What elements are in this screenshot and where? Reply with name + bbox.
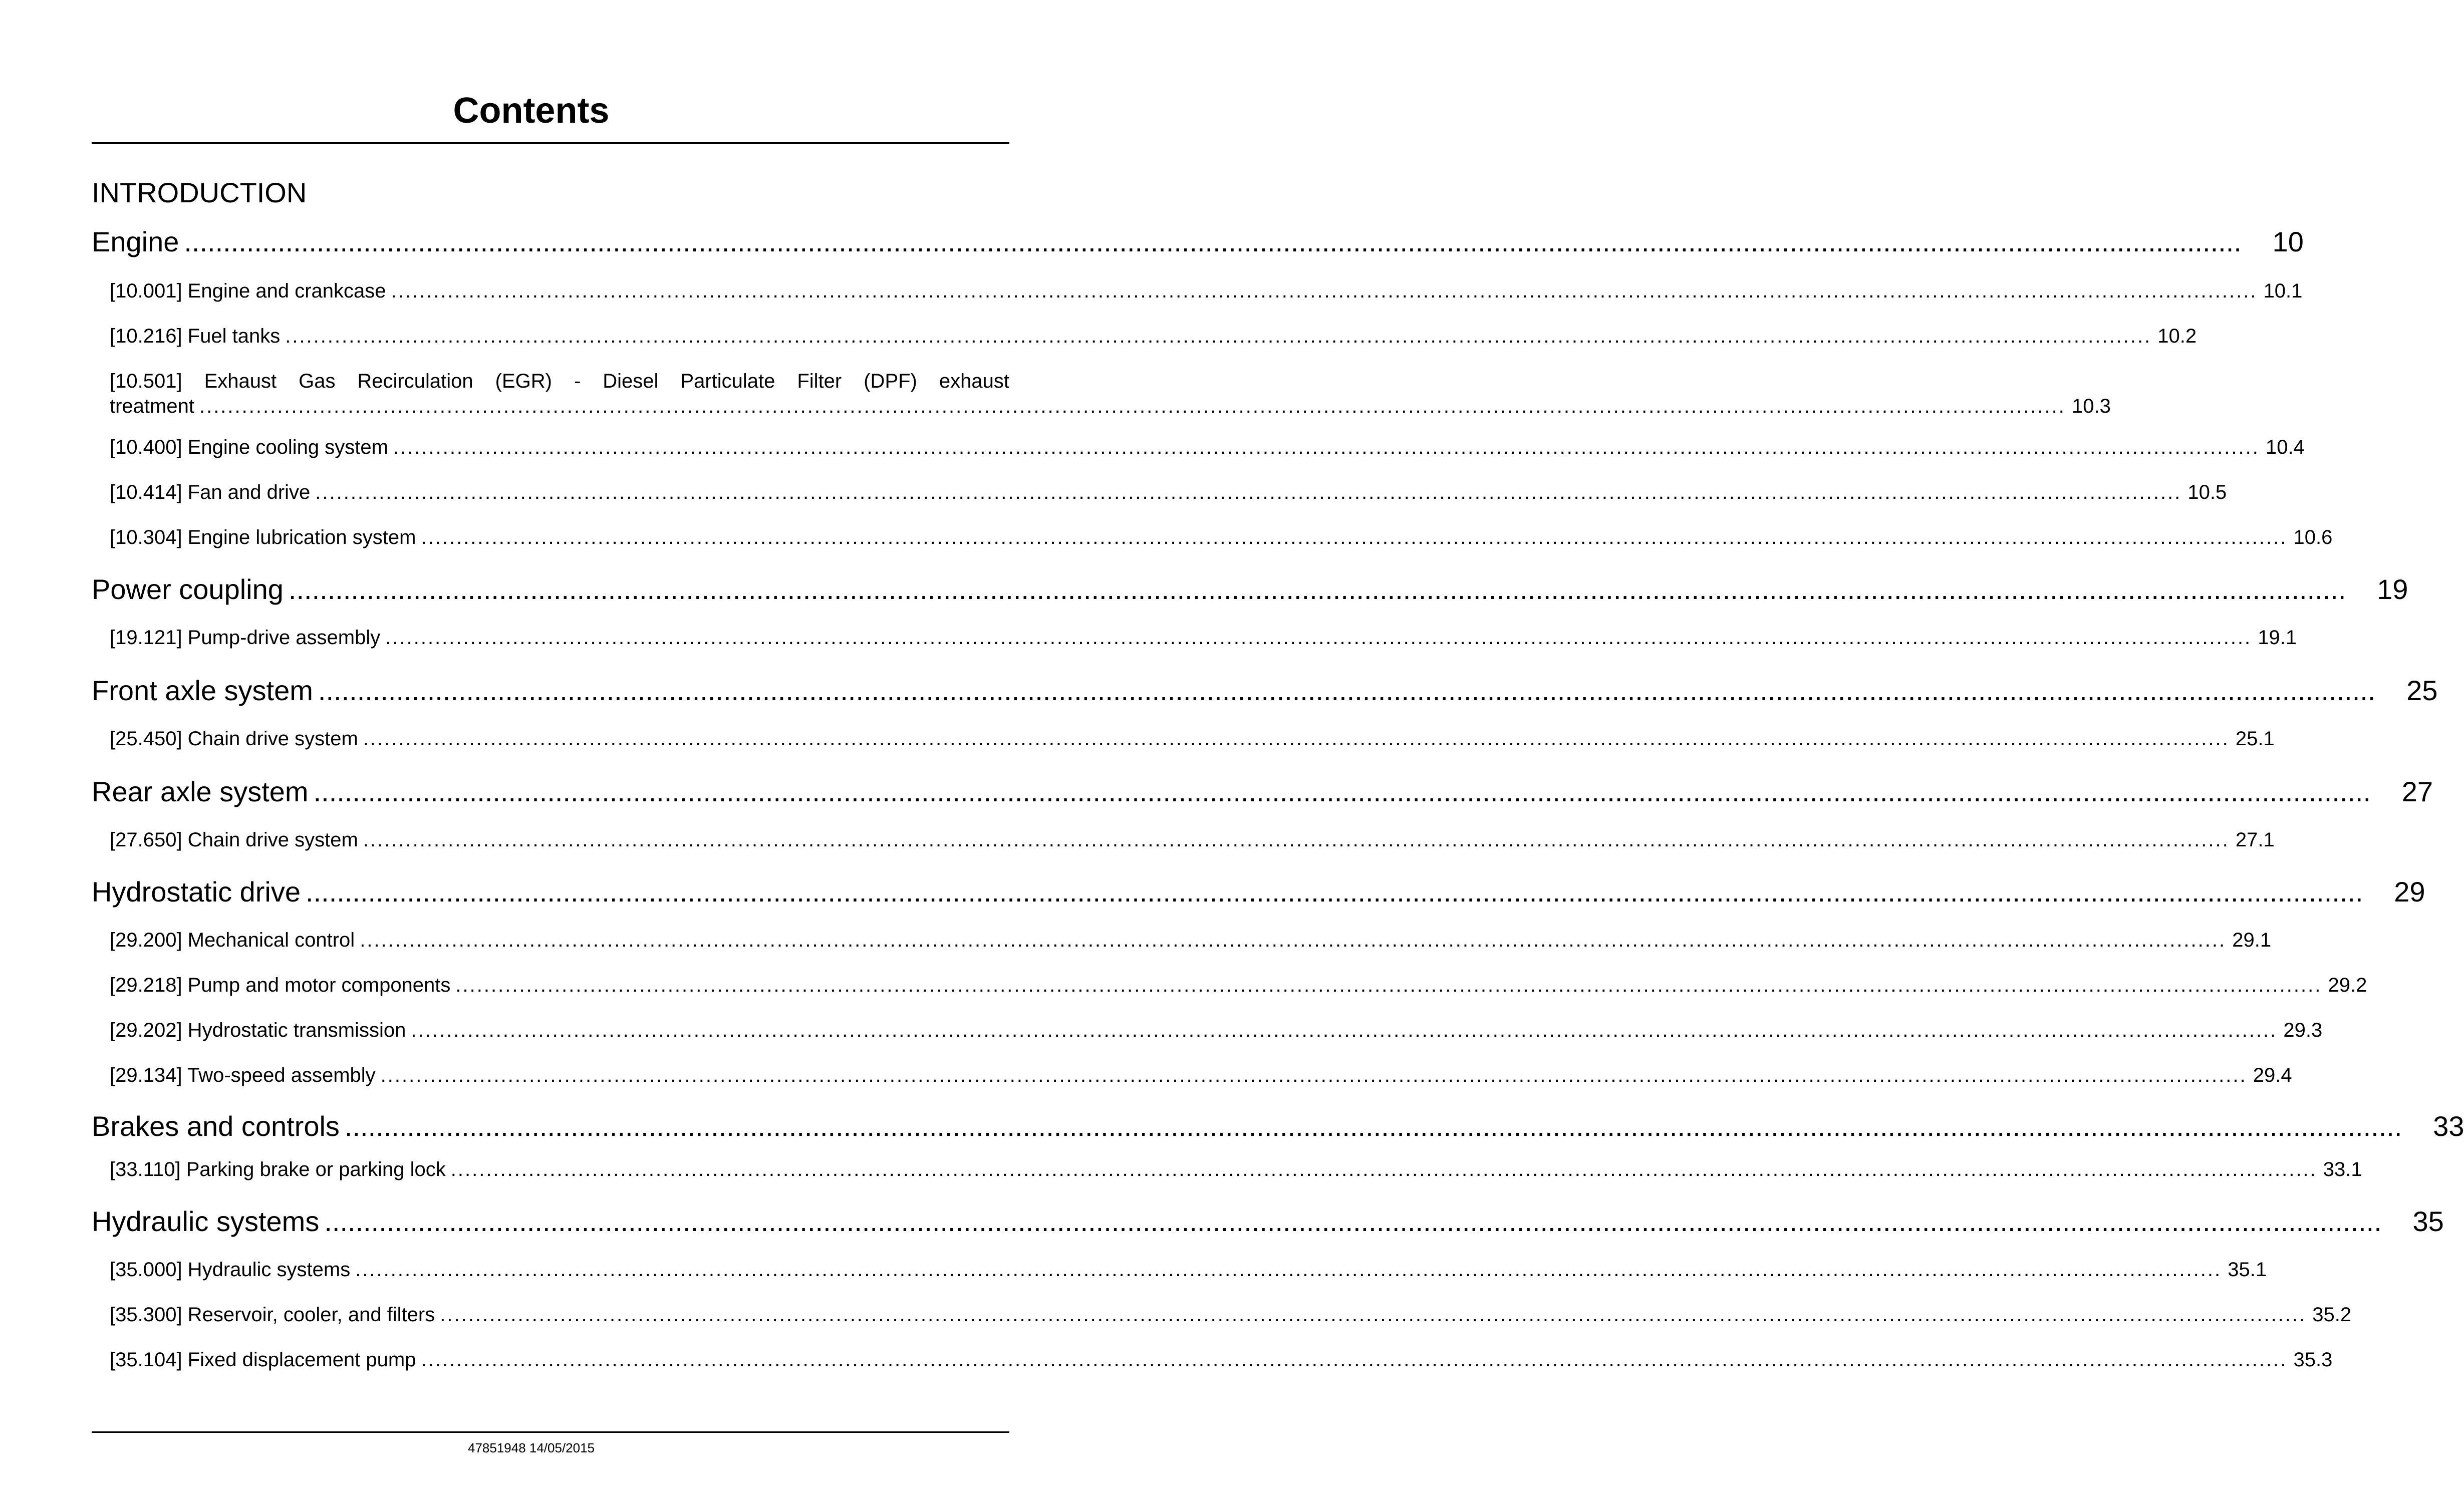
- dot-leader: ........................................................................................................................................................................................................................................................................: [184, 226, 2242, 257]
- toc-section-10-304[interactable]: [110, 525, 2333, 550]
- toc-section-19-121[interactable]: [110, 625, 2297, 650]
- section-page: 29.1: [2232, 929, 2272, 951]
- toc-section-35-300[interactable]: [110, 1302, 2352, 1327]
- toc-section-29-134[interactable]: [110, 1063, 2292, 1088]
- section-title-line2: treatment: [110, 395, 194, 417]
- section-title: [10.414] Fan and drive: [110, 481, 311, 503]
- section-page: 10.2: [2157, 325, 2197, 347]
- toc-section-29-202[interactable]: [110, 1018, 2323, 1043]
- chapter-title: Hydrostatic drive: [92, 876, 301, 908]
- chapter-page: 10: [2272, 226, 2304, 257]
- section-page: 35.2: [2312, 1304, 2352, 1326]
- section-page: 19.1: [2258, 627, 2297, 649]
- toc-chapter-rear-axle-system[interactable]: [92, 774, 2433, 809]
- dot-leader: ........................................................................................................................................................................................................................................................................: [288, 573, 2346, 605]
- toc-section-35-104[interactable]: [110, 1347, 2333, 1372]
- section-page: 10.6: [2293, 526, 2333, 548]
- dot-leader: ........................................................................................................................................................................................................................................................................: [411, 1019, 2278, 1041]
- toc-section-33-110[interactable]: [110, 1157, 2362, 1182]
- section-page: 10.5: [2187, 481, 2227, 503]
- section-title-word: (DPF): [864, 370, 917, 392]
- toc-chapter-power-coupling[interactable]: [92, 572, 2408, 607]
- chapter-title: Engine: [92, 226, 179, 257]
- dot-leader: ........................................................................................................................................................................................................................................................................: [450, 1158, 2317, 1180]
- chapter-page: 19: [2377, 573, 2408, 605]
- toc-section-10-001[interactable]: [110, 278, 2303, 304]
- section-title: [35.000] Hydraulic systems: [110, 1259, 351, 1281]
- section-title-word: Diesel: [603, 370, 659, 392]
- section-title-word: Gas: [299, 370, 336, 392]
- toc-chapter-hydraulic-systems[interactable]: [92, 1204, 2444, 1239]
- toc-section-10-501[interactable]: [110, 369, 2111, 419]
- toc-chapter-hydrostatic-drive[interactable]: [92, 874, 2425, 910]
- section-title: [10.216] Fuel tanks: [110, 325, 281, 347]
- intro-heading: INTRODUCTION: [92, 177, 307, 208]
- section-page: 35.3: [2293, 1349, 2333, 1371]
- section-title-word: -: [574, 370, 581, 392]
- section-title: [35.300] Reservoir, cooler, and filters: [110, 1304, 435, 1326]
- section-page: 10.1: [2263, 280, 2303, 302]
- toc-section-29-200[interactable]: [110, 928, 2272, 953]
- toc-section-25-450[interactable]: [110, 726, 2275, 751]
- section-title: [35.104] Fixed displacement pump: [110, 1349, 416, 1371]
- section-title: [10.400] Engine cooling system: [110, 436, 388, 458]
- dot-leader: ........................................................................................................................................................................................................................................................................: [315, 481, 2182, 503]
- toc-section-10-216[interactable]: [110, 324, 2197, 349]
- toc-section-35-000[interactable]: [110, 1257, 2267, 1282]
- dot-leader: ........................................................................................................................................................................................................................................................................: [344, 1110, 2402, 1142]
- section-page: 29.4: [2253, 1064, 2292, 1086]
- section-title: [33.110] Parking brake or parking lock: [110, 1158, 446, 1180]
- toc-chapter-front-axle-system[interactable]: [92, 673, 2438, 708]
- toc-section-29-218[interactable]: [110, 973, 2367, 998]
- section-title-line1: [110, 369, 1009, 394]
- section-page: 33.1: [2323, 1158, 2362, 1180]
- section-title: [10.304] Engine lubrication system: [110, 526, 416, 548]
- section-title: [29.218] Pump and motor components: [110, 974, 451, 996]
- section-page: 25.1: [2235, 728, 2275, 750]
- dot-leader: ........................................................................................................................................................................................................................................................................: [306, 876, 2363, 908]
- chapter-page: 33: [2433, 1110, 2464, 1142]
- section-title: [19.121] Pump-drive assembly: [110, 627, 381, 649]
- chapter-title: Power coupling: [92, 573, 284, 605]
- section-page: 27.1: [2235, 829, 2275, 851]
- dot-leader: ........................................................................................................................................................................................................................................................................: [421, 526, 2288, 548]
- section-title: [29.134] Two-speed assembly: [110, 1064, 376, 1086]
- toc-section-10-414[interactable]: [110, 480, 2227, 505]
- chapter-page: 29: [2394, 876, 2425, 908]
- toc-section-27-650[interactable]: [110, 827, 2275, 852]
- dot-leader: ........................................................................................................................................................................................................................................................................: [391, 280, 2258, 302]
- section-page: 10.3: [2072, 395, 2111, 417]
- footer-doc-number: 47851948 14/05/2015: [467, 1440, 595, 1455]
- dot-leader: ........................................................................................................................................................................................................................................................................: [313, 776, 2371, 807]
- toc-chapter-engine[interactable]: [92, 224, 2304, 259]
- chapter-page: 27: [2401, 776, 2433, 807]
- section-title-word: Filter: [797, 370, 842, 392]
- section-page: 29.2: [2328, 974, 2367, 996]
- dot-leader: ........................................................................................................................................................................................................................................................................: [360, 929, 2227, 951]
- dot-leader: ........................................................................................................................................................................................................................................................................: [455, 974, 2322, 996]
- dot-leader: ........................................................................................................................................................................................................................................................................: [393, 436, 2260, 458]
- chapter-title: Front axle system: [92, 675, 313, 706]
- chapter-title: Hydraulic systems: [92, 1206, 320, 1237]
- section-title-word: Recirculation: [357, 370, 473, 392]
- footer-rule: [92, 1431, 1009, 1433]
- dot-leader: ........................................................................................................................................................................................................................................................................: [440, 1304, 2307, 1326]
- chapter-title: Brakes and controls: [92, 1110, 340, 1142]
- section-title-word: (EGR): [495, 370, 552, 392]
- section-title: [29.202] Hydrostatic transmission: [110, 1019, 406, 1041]
- dot-leader: ........................................................................................................................................................................................................................................................................: [385, 627, 2252, 649]
- section-title-word: [10.501]: [110, 370, 182, 392]
- section-page: 10.4: [2265, 436, 2305, 458]
- toc-section-10-400[interactable]: [110, 435, 2305, 460]
- section-title-word: exhaust: [939, 370, 1009, 392]
- section-page: 35.1: [2228, 1259, 2267, 1281]
- page-title: Contents: [453, 91, 610, 131]
- section-title-word: Particulate: [680, 370, 775, 392]
- dot-leader: ........................................................................................................................................................................................................................................................................: [318, 675, 2376, 706]
- dot-leader: ........................................................................................................................................................................................................................................................................: [363, 728, 2230, 750]
- section-title: [29.200] Mechanical control: [110, 929, 355, 951]
- section-page: 29.3: [2283, 1019, 2323, 1041]
- section-title: [27.650] Chain drive system: [110, 829, 358, 851]
- chapter-page: 25: [2406, 675, 2438, 706]
- title-rule: [92, 142, 1009, 144]
- section-title: [25.450] Chain drive system: [110, 728, 358, 750]
- chapter-page: 35: [2412, 1206, 2444, 1237]
- dot-leader: ........................................................................................................................................................................................................................................................................: [355, 1259, 2222, 1281]
- dot-leader: ........................................................................................................................................................................................................................................................................: [380, 1064, 2247, 1086]
- section-title-word: Exhaust: [204, 370, 277, 392]
- section-title: [10.001] Engine and crankcase: [110, 280, 386, 302]
- dot-leader: ........................................................................................................................................................................................................................................................................: [363, 829, 2230, 851]
- dot-leader: ........................................................................................................................................................................................................................................................................: [324, 1206, 2382, 1237]
- dot-leader: ........................................................................................................................................................................................................................................................................: [199, 395, 2066, 417]
- toc-chapter-brakes-and-controls[interactable]: [92, 1109, 2464, 1144]
- dot-leader: ........................................................................................................................................................................................................................................................................: [285, 325, 2152, 347]
- chapter-title: Rear axle system: [92, 776, 309, 807]
- dot-leader: ........................................................................................................................................................................................................................................................................: [421, 1349, 2288, 1371]
